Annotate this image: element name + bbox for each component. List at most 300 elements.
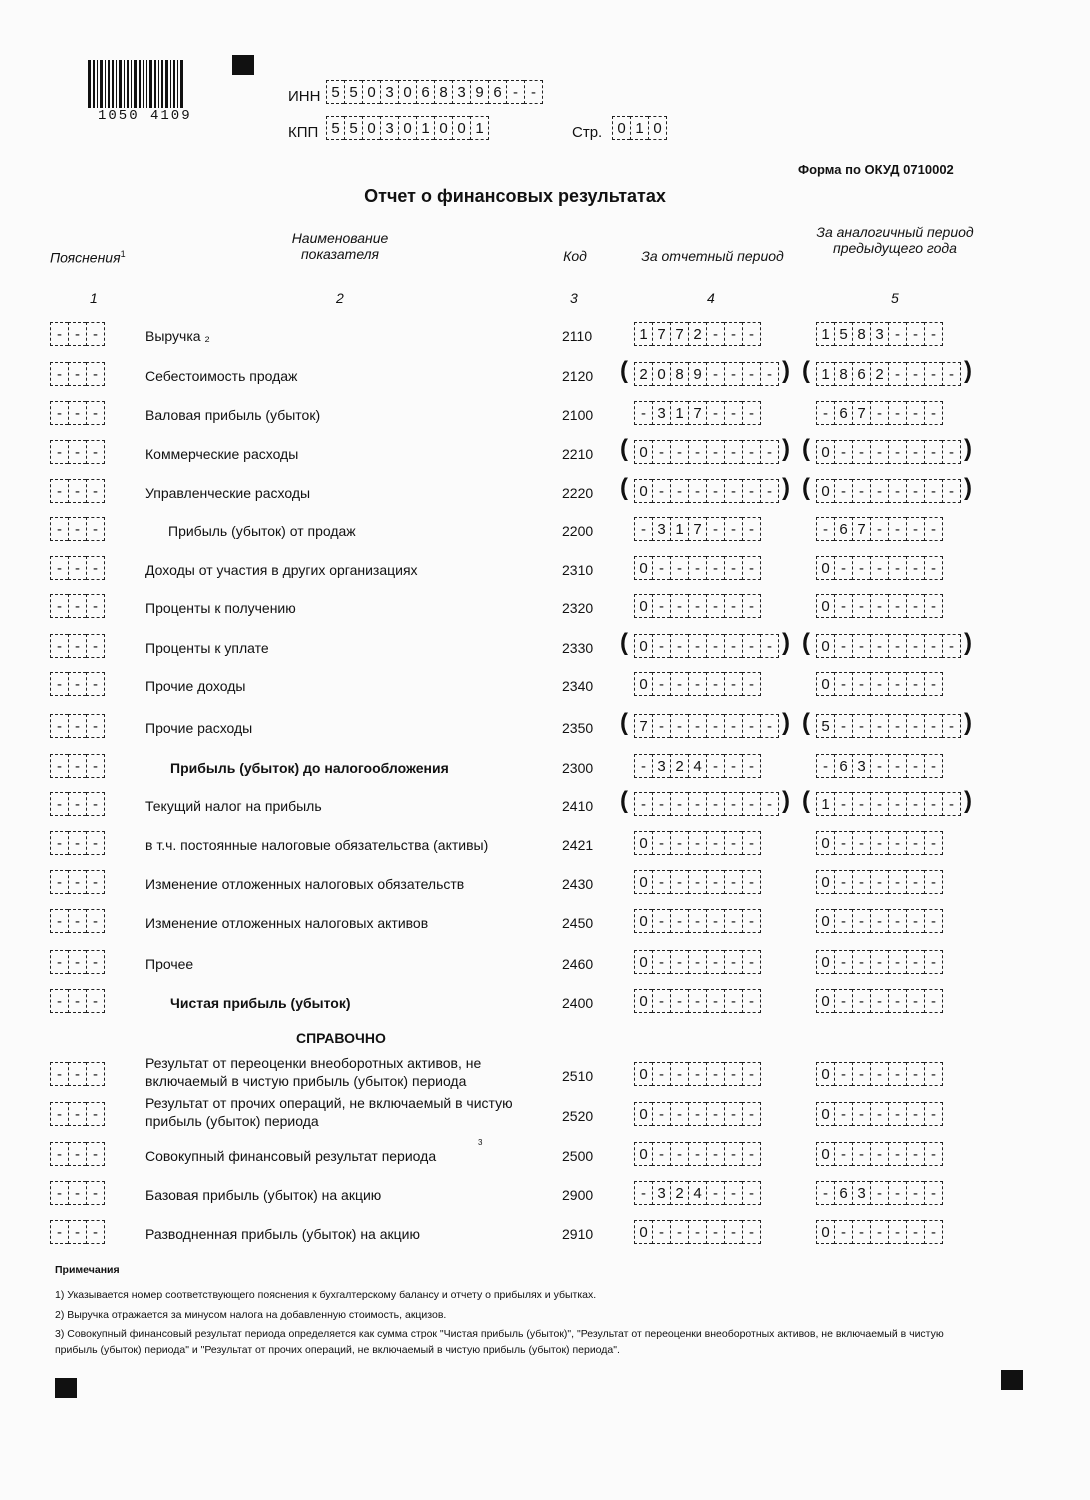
v4-cell: 0 [634,1142,652,1166]
row-code: 2340 [562,678,594,694]
v4-cell: - [706,556,724,580]
indicator-name: Чистая прибыль (убыток) [170,995,351,1011]
v4-cell: 0 [634,989,652,1013]
v5-cell: - [906,950,924,974]
previous-period-value [816,714,961,738]
explanation-field [50,479,105,503]
rows-row [0,436,1090,470]
v4-cell: 9 [688,362,706,386]
v5-cell: - [834,1142,852,1166]
header-current-period: За отчетный период [641,248,784,264]
rows-row [0,866,1090,900]
explanation-cell: - [86,322,105,346]
barcode-bar [97,60,98,108]
open-paren: ( [620,787,628,814]
v4-cell: - [724,634,742,658]
close-paren: ) [782,474,790,501]
v5-cell: - [924,831,943,855]
v5-cell: - [852,792,870,816]
v5-cell: - [834,479,852,503]
explanation-cell: - [68,440,86,464]
v5-cell: - [906,401,924,425]
v5-cell: - [834,1102,852,1126]
v5-cell: 0 [816,870,834,894]
v4-cell: - [706,594,724,618]
v5-cell: - [852,479,870,503]
current-period-value [634,1181,761,1205]
explanation-cell: - [68,1142,86,1166]
row-code: 2120 [562,368,594,384]
v5-cell: 0 [816,440,834,464]
v5-cell: - [906,1220,924,1244]
v4-cell: - [742,754,761,778]
v5-cell: - [906,634,924,658]
v5-cell: - [834,672,852,696]
v4-cell: - [724,989,742,1013]
v4-cell: - [706,1220,724,1244]
explanation-cell: - [86,556,105,580]
v5-cell: - [852,672,870,696]
v5-cell: - [888,1181,906,1205]
explanation-field [50,1142,105,1166]
barcode-bar [173,60,175,108]
current-period-value [634,714,779,738]
v5-cell: - [906,362,924,386]
barcode-bar [88,60,91,108]
v4-cell: - [742,634,760,658]
v5-cell: 5 [834,322,852,346]
current-period-value [634,479,779,503]
v5-cell: - [942,440,961,464]
inn-cell: 3 [380,80,398,104]
open-paren: ( [802,709,810,736]
previous-period-value [816,594,943,618]
v4-cell: - [670,1102,688,1126]
v5-cell: - [924,594,943,618]
note-2: 2) Выручка отражается за минусом налога на добавленную стоимость, акцизов. [55,1309,447,1321]
v5-cell: - [924,1142,943,1166]
inn-cell: 9 [470,80,488,104]
current-period-value [634,870,761,894]
rows-row [0,788,1090,822]
v4-cell: 0 [634,831,652,855]
kpp-label: КПП [288,124,319,141]
current-period-value [634,1102,761,1126]
inn-cell: 0 [398,80,416,104]
indicator-name: Валовая прибыль (убыток) [145,407,321,423]
col-number-4: 4 [707,290,715,306]
barcode-bar [108,60,110,108]
inn-cell: 0 [362,80,380,104]
v5-cell: - [870,831,888,855]
v5-cell: 6 [852,362,870,386]
v4-cell: - [706,517,724,541]
v4-cell: - [724,401,742,425]
indicator-name: в т.ч. постоянные налоговые обязательства (активы) [145,837,489,853]
v5-cell: - [870,1102,888,1126]
v5-cell: - [852,1102,870,1126]
current-period-value [634,594,761,618]
explanation-cell: - [50,950,68,974]
previous-period-value [816,1181,943,1205]
v5-cell: - [924,556,943,580]
explanation-cell: - [50,909,68,933]
v5-cell: - [906,989,924,1013]
v4-cell: - [724,440,742,464]
explanation-cell: - [50,479,68,503]
page-field [612,116,667,140]
v5-cell: - [888,1102,906,1126]
v5-cell: - [870,989,888,1013]
close-paren: ) [782,787,790,814]
v5-cell: - [924,754,943,778]
ref_rows-row [0,1177,1090,1211]
v4-cell: 0 [634,556,652,580]
previous-period-value [816,870,943,894]
barcode-bar [93,60,95,108]
row-code: 2900 [562,1187,594,1203]
v4-cell: 2 [670,1181,688,1205]
v4-cell: 4 [688,754,706,778]
header-previous-period: За аналогичный период предыдущего года [816,224,974,256]
current-period-value [634,754,761,778]
footnote-mark: 3 [478,1138,483,1147]
v4-cell: - [742,362,760,386]
explanation-cell: - [50,714,68,738]
barcode-bar [139,60,141,108]
rows-row [0,710,1090,744]
v4-cell: - [706,322,724,346]
v4-cell: - [688,634,706,658]
v4-cell: - [742,322,761,346]
v4-cell: - [742,989,761,1013]
v4-cell: - [760,792,779,816]
explanation-cell: - [50,672,68,696]
v5-cell: - [924,322,943,346]
explanation-cell: - [68,672,86,696]
close-paren: ) [964,709,972,736]
rows-row [0,513,1090,547]
explanation-cell: - [86,870,105,894]
v4-cell: - [724,1102,742,1126]
v4-cell: - [652,479,670,503]
v5-cell: - [816,401,834,425]
barcode-bar [165,60,168,108]
ref_rows-row [0,1055,1090,1092]
header-code: Код [563,248,587,264]
v4-cell: - [670,831,688,855]
v4-cell: - [706,754,724,778]
v4-cell: - [724,909,742,933]
v4-cell: - [706,440,724,464]
v5-cell: - [834,594,852,618]
explanation-field [50,322,105,346]
explanation-field [50,714,105,738]
v5-cell: 3 [852,754,870,778]
v4-cell: - [652,714,670,738]
v4-cell: - [706,1102,724,1126]
v4-cell: 0 [634,950,652,974]
explanation-cell: - [50,322,68,346]
previous-period-value [816,672,943,696]
open-paren: ( [802,357,810,384]
v5-cell: - [924,870,943,894]
v4-cell: - [706,714,724,738]
v4-cell: - [634,517,652,541]
row-code: 2910 [562,1226,594,1242]
explanation-cell: - [50,1102,68,1126]
note-1: 1) Указывается номер соответствующего пояснения к бухгалтерскому балансу и отчету о прибылях и убытках. [55,1289,597,1301]
rows-row [0,905,1090,939]
current-period-value [634,634,779,658]
row-code: 2520 [562,1108,594,1124]
inn-cell: 6 [488,80,506,104]
page-cell: 0 [648,116,667,140]
v4-cell: - [742,1181,761,1205]
previous-period-value [816,362,961,386]
inn-cell: 5 [344,80,362,104]
v4-cell: - [706,870,724,894]
v5-cell: 3 [852,1181,870,1205]
explanation-cell: - [68,517,86,541]
explanation-field [50,440,105,464]
kpp-field [326,116,489,140]
v5-cell: - [888,909,906,933]
v4-cell: - [688,909,706,933]
barcode-bar [158,60,159,108]
row-code: 2310 [562,562,594,578]
v5-cell: - [870,1142,888,1166]
explanation-cell: - [86,831,105,855]
v4-cell: - [706,672,724,696]
explanation-cell: - [68,322,86,346]
explanation-cell: - [68,792,86,816]
v5-cell: - [906,556,924,580]
v4-cell: - [634,401,652,425]
v5-cell: 0 [816,594,834,618]
v5-cell: - [888,870,906,894]
v5-cell: - [888,792,906,816]
v4-cell: - [652,1062,670,1086]
explanation-cell: - [68,401,86,425]
v4-cell: 8 [670,362,688,386]
kpp-cell: 0 [434,116,452,140]
v5-cell: - [924,1062,943,1086]
indicator-name: Изменение отложенных налоговых обязательств [145,876,465,892]
barcode-bar [112,60,114,108]
v5-cell: - [852,556,870,580]
explanation-cell: - [50,556,68,580]
v5-cell: - [888,517,906,541]
barcode-bar [180,60,183,108]
v5-cell: - [906,1181,924,1205]
indicator-name: Прочие расходы [145,720,253,736]
v4-cell: - [742,517,761,541]
v4-cell: - [724,672,742,696]
close-paren: ) [964,435,972,462]
explanation-cell: - [50,792,68,816]
explanation-cell: - [86,634,105,658]
v5-cell: - [906,672,924,696]
indicator-name: Доходы от участия в других организациях [145,562,418,578]
v4-cell: - [706,989,724,1013]
previous-period-value [816,440,961,464]
v5-cell: - [834,1062,852,1086]
open-paren: ( [620,435,628,462]
v4-cell: - [634,1181,652,1205]
v4-cell: - [688,672,706,696]
rows-row [0,750,1090,784]
v5-cell: - [816,754,834,778]
inn-label: ИНН [288,88,321,105]
v5-cell: - [888,950,906,974]
explanation-cell: - [86,792,105,816]
explanation-cell: - [68,362,86,386]
v5-cell: - [906,517,924,541]
v4-cell: - [652,556,670,580]
v5-cell: - [924,1220,943,1244]
explanation-cell: - [86,714,105,738]
indicator-name: Прибыль (убыток) от продаж [168,523,356,539]
v5-cell: 0 [816,672,834,696]
v5-cell: - [888,672,906,696]
previous-period-value [816,909,943,933]
row-code: 2410 [562,798,594,814]
previous-period-value [816,1102,943,1126]
v5-cell: - [888,1062,906,1086]
ref_rows-row [0,1095,1090,1132]
explanation-cell: - [68,1062,86,1086]
v4-cell: - [670,1062,688,1086]
v5-cell: - [924,989,943,1013]
v4-cell: - [742,556,761,580]
explanation-cell: - [50,517,68,541]
v4-cell: - [688,714,706,738]
v4-cell: - [706,1062,724,1086]
inn-cell: 6 [416,80,434,104]
v4-cell: 2 [688,322,706,346]
explanation-field [50,831,105,855]
explanation-cell: - [50,634,68,658]
v4-cell: - [652,792,670,816]
notes-title: Примечания [55,1264,120,1276]
v4-cell: - [742,870,761,894]
note-3: 3) Совокупный финансовый результат периода определяется как сумма строк "Чистая прибыль (убыток)", "Результат от переоценки внеоборотных активов, не включаемый в чистую прибыль (убыток) периода" и "Результат от прочих операций, не включаемый в чистую прибыль (убыток) периода". [55,1328,944,1356]
v5-cell: - [834,792,852,816]
v5-cell: - [924,714,942,738]
v4-cell: 0 [634,672,652,696]
previous-period-value [816,1142,943,1166]
v4-cell: - [688,989,706,1013]
explanation-cell: - [68,870,86,894]
header-explanations: Пояснения$^1$ [50,249,126,266]
close-paren: ) [964,629,972,656]
v5-cell: - [834,989,852,1013]
barcode-bar [124,60,125,108]
v5-cell: - [906,870,924,894]
explanation-cell: - [68,1181,86,1205]
v5-cell: - [834,634,852,658]
current-period-value [634,1142,761,1166]
v5-cell: - [870,1220,888,1244]
row-code: 2450 [562,915,594,931]
explanation-cell: - [86,754,105,778]
v5-cell: - [924,792,942,816]
corner-marker-bottom-left [55,1378,77,1398]
explanation-field [50,1181,105,1205]
v4-cell: - [688,870,706,894]
explanation-cell: - [68,594,86,618]
previous-period-value [816,754,943,778]
v4-cell: - [670,909,688,933]
v4-cell: 0 [634,440,652,464]
v4-cell: - [760,714,779,738]
v4-cell: - [670,440,688,464]
v5-cell: - [870,672,888,696]
explanation-field [50,594,105,618]
v4-cell: - [634,792,652,816]
v4-cell: - [652,672,670,696]
v4-cell: - [724,517,742,541]
barcode-bar [134,60,137,108]
v5-cell: - [888,401,906,425]
open-paren: ( [802,787,810,814]
current-period-value [634,909,761,933]
v5-cell: - [870,479,888,503]
v5-cell: - [834,909,852,933]
open-paren: ( [620,629,628,656]
explanation-cell: - [68,754,86,778]
v4-cell: - [742,594,761,618]
indicator-name: Прибыль (убыток) до налогообложения [170,760,449,776]
indicator-name: Результат от прочих операций, не включаемый в чистую прибыль (убыток) периода [145,1095,513,1129]
current-period-value [634,831,761,855]
current-period-value [634,950,761,974]
v4-cell: - [670,714,688,738]
v5-cell: 6 [834,517,852,541]
v4-cell: - [688,950,706,974]
v5-cell: - [924,401,943,425]
indicator-name: Прочие доходы [145,678,246,694]
v5-cell: - [870,440,888,464]
v5-cell: 0 [816,1220,834,1244]
row-code: 2110 [562,328,593,344]
v5-cell: - [906,754,924,778]
kpp-cell: 5 [344,116,362,140]
explanation-field [50,362,105,386]
v5-cell: - [834,556,852,580]
open-paren: ( [620,357,628,384]
v5-cell: - [888,831,906,855]
explanation-cell: - [86,1181,105,1205]
v5-cell: - [888,479,906,503]
close-paren: ) [964,357,972,384]
v4-cell: 0 [634,479,652,503]
ref_rows-row [0,1216,1090,1250]
explanation-field [50,950,105,974]
v4-cell: - [742,1142,761,1166]
indicator-name: Базовая прибыль (убыток) на акцию [145,1187,382,1203]
explanation-field [50,792,105,816]
v5-cell: - [870,870,888,894]
v5-cell: - [924,440,942,464]
kpp-cell: 0 [398,116,416,140]
v4-cell: - [724,362,742,386]
v4-cell: 0 [634,909,652,933]
explanation-cell: - [50,831,68,855]
v4-cell: 1 [670,401,688,425]
v4-cell: 7 [688,401,706,425]
